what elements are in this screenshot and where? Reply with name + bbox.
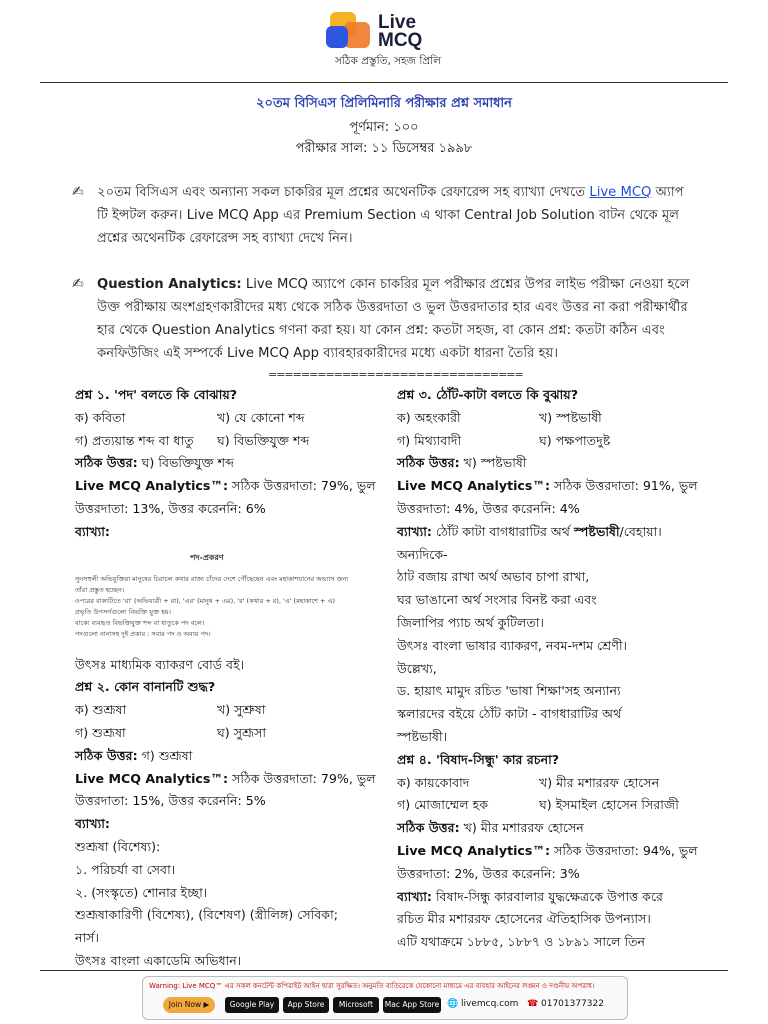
footer-divider (40, 970, 728, 971)
explanation-line: ঠাট বজায় রাখা অর্থ অভাব চাপা রাখা, (397, 569, 590, 585)
question-4-explanation: ব্যাখ্যা: বিষাদ-সিন্ধু কারবালার যুদ্ধক্ষেত্রকে উপাত্ত করে (397, 888, 663, 904)
option-kha: খ) সুশ্রুষা (217, 702, 266, 718)
book-excerpt-line: সুনসহুলী অভিযুক্তিরা মানুষের চিরাচল কথার রাজ্য চাঁদের দেশে পৌঁছেছেন এবং মহাকাশযানের অভ্যাস জন্য (75, 574, 349, 583)
live-mcq-link[interactable]: Live MCQ (589, 185, 652, 200)
explanation-line: ১. পরিচর্যা বা সেবা। (75, 861, 176, 877)
book-excerpt-line: বাক্যে ব্যবহৃত বিভক্তিযুক্ত শব্দ বা ধাতুকে পদ বলে। (75, 618, 205, 627)
intro-paragraph-1: ২০তম বিসিএস এবং অন্যান্য সকল চাকরির মূল প্রশ্নের অথেনটিক রেফারেন্স সহ ব্যাখ্যা দেখতে Live MCQ অ্যাপ টি ইন্সটল করুন। Live MCQ App এর Premium Section এ থাকা Central Job Solution বাটন থেকে মূল প্রশ্নের অথেনটিক রেফারেন্স সহ ব্যাখ্যা দেখে নিন। (97, 185, 684, 246)
explanation-line: অন্যদিকে- (397, 546, 448, 562)
book-excerpt-line: ওপরের বাক্যটিতে 'রা' (অভিযাত্রী + রা), 'এর' (মানুষ + এর), 'র' (কথার + র), 'এ' (মহাকাশে + এ) (75, 596, 336, 605)
question-1-options-row-2 (75, 430, 405, 453)
globe-icon: 🌐 (447, 999, 459, 1009)
exam-date: পরীক্ষার সাল: ১১ ডিসেম্বর ১৯৯৮ (295, 141, 473, 156)
question-1-explanation-label: ব্যাখ্যা: (75, 523, 110, 539)
logo-wordmark: Live MCQ (378, 12, 423, 51)
mac-app-store-badge[interactable]: Mac App Store (383, 997, 441, 1013)
google-play-badge[interactable]: Google Play (225, 997, 279, 1013)
explanation-line: শুশ্রূষা (বিশেষ্য): (75, 838, 161, 854)
question-1-title: প্রশ্ন ১. 'পদ' বলতে কি বোঝায়? (75, 387, 238, 402)
question-3-options-row-1 (397, 407, 727, 430)
book-excerpt-line: তাঁরা প্রস্তুত হচ্ছেন। (75, 585, 125, 594)
question-4-options-row-2 (397, 794, 727, 817)
question-2-explanation-label: ব্যাখ্যা: (75, 816, 110, 832)
intro-paragraph-2: Question Analytics: Live MCQ অ্যাপে কোন চাকরির মূল পরীক্ষার প্রশ্নের উপর লাইভ পরীক্ষা নেওয়া হলে উক্ত পরীক্ষায় অংশগ্রহণকারীদের মধ্য থেকে সঠিক উত্তরদাতা ও ভুল উত্তরদাতার হার এবং উত্তর না করা পরীক্ষার্থীর হার থেকে Question Analytics গণনা করা হয়। যা কোন প্রশ্ন: কতটা সহজ, বা কোন প্রশ্ন: কতটা কঠিন এবং কনফিউজিং এই সম্পর্কে Live MCQ App ব্যাবহারকারীদের মধ্যে একটা ধারনা তৈরি হয়। (97, 277, 690, 361)
option-ga: গ) শুশ্রূষা (75, 724, 126, 740)
app-store-badge[interactable]: App Store (283, 997, 329, 1013)
question-2-analytics-cont: উত্তরদাতা: 15%, উত্তর করেননি: 5% (75, 793, 266, 809)
phone-number[interactable]: 01701377322 (541, 999, 604, 1009)
explanation-line: ঘর ভাঙানো অর্থ সংসার বিনষ্ট করা এবং (397, 592, 597, 608)
explanation-line: রচিত মীর মশাররফ হোসেনের ঐতিহাসিক উপন্যাস। (397, 911, 651, 927)
question-3-explanation: ব্যাখ্যা: ঠোঁট কাটা বাগধারাটির অর্থ স্পষ্টভাষী/বেহায়া। (397, 523, 662, 539)
question-3-analytics: Live MCQ Analytics™: সঠিক উত্তরদাতা: 91%, ভুল (397, 478, 698, 494)
option-ga: গ) মোজাম্মেল হক (397, 797, 489, 813)
option-gha: ঘ) বিভক্তিযুক্ত শব্দ (217, 432, 310, 448)
question-3-analytics-cont: উত্তরদাতা: 4%, উত্তর করেননি: 4% (397, 500, 580, 516)
option-ka: ক) অহংকারী (397, 409, 461, 425)
question-1-analytics-cont: উত্তরদাতা: 13%, উত্তর করেননি: 6% (75, 500, 266, 516)
explanation-line: উল্লেখ্য, (397, 660, 437, 676)
option-ka: ক) শুশ্রূষা (75, 702, 127, 718)
option-gha: ঘ) ইসমাইল হোসেন সিরাজী (539, 797, 679, 813)
question-1-options-row-1 (75, 407, 405, 430)
question-4-analytics-cont: উত্তরদাতা: 2%, উত্তর করেননি: 3% (397, 865, 580, 881)
question-4-answer: সঠিক উত্তর: খ) মীর মশাররফ হোসেন (397, 820, 584, 836)
explanation-line: স্কলারদের বইয়ে ঠোঁট কাটা - বাগধারাটির অর্থ (397, 706, 622, 722)
header-divider (40, 82, 728, 83)
option-gha: ঘ) পক্ষপাতদুষ্ট (539, 432, 611, 448)
question-1-analytics: Live MCQ Analytics™: সঠিক উত্তরদাতা: 79%, ভুল (75, 478, 376, 494)
question-2-analytics: Live MCQ Analytics™: সঠিক উত্তরদাতা: 79%, ভুল (75, 770, 376, 786)
book-excerpt-line: পদগুলো নানাসহ দুই প্রকার : সবার পদ ও অব্যয় পদ। (75, 629, 211, 638)
logo-tagline: সঠিক প্রস্তুতি, সহজ প্রিলি (334, 55, 442, 67)
explanation-line: ২. (সংস্কৃতে) শোনার ইচ্ছা। (75, 884, 208, 900)
option-ga: গ) মিথ্যাবাদী (397, 432, 462, 448)
explanation-line: উৎসঃ বাংলা ভাষার ব্যাকরণ, নবম-দশম শ্রেণী। (397, 637, 628, 653)
explanation-line: ড. হায়াৎ মামুদ রচিত 'ভাষা শিক্ষা'সহ অন্যান্য (397, 683, 621, 699)
explanation-line: স্পষ্টভাষী। (397, 728, 448, 744)
right-column (397, 384, 727, 954)
brand-logo (326, 12, 450, 72)
question-4-analytics: Live MCQ Analytics™: সঠিক উত্তরদাতা: 94%, ভুল (397, 842, 698, 858)
question-2-answer: সঠিক উত্তর: গ) শুশ্রূষা (75, 747, 193, 763)
pen-icon: ✍ (72, 184, 84, 200)
question-4-options-row-1 (397, 772, 727, 795)
option-ga: গ) প্রত্যয়ান্ত শব্দ বা ধাতু (75, 432, 194, 448)
full-marks: পূর্ণমান: ১০০ (349, 120, 419, 135)
question-2-options-row-1 (75, 699, 405, 722)
footer-banner (142, 976, 628, 1020)
question-2-options-row-2 (75, 722, 405, 745)
question-1-source: উৎসঃ মাধ্যমিক ব্যাকরণ বোর্ড বই। (75, 656, 245, 672)
page-title: ২০তম বিসিএস প্রিলিমিনারি পরীক্ষার প্রশ্ন সমাধান (256, 96, 512, 111)
logo-blue-square (326, 26, 348, 48)
explanation-line: এটি যথাক্রমে ১৮৮৫, ১৮৮৭ ও ১৮৯১ সালে তিন (397, 934, 646, 950)
website-link[interactable]: livemcq.com (461, 999, 519, 1009)
explanation-line: উৎসঃ বাংলা একাডেমি অভিধান। (75, 952, 242, 968)
option-kha: খ) স্পষ্টভাষী (539, 409, 602, 425)
question-3-answer: সঠিক উত্তর: খ) স্পষ্টভাষী (397, 455, 527, 471)
question-2-title: প্রশ্ন ২. কোন বানানটি শুদ্ধ? (75, 679, 216, 695)
separator-line: =============================== (268, 368, 523, 381)
option-kha: খ) যে কোনো শব্দ (217, 409, 305, 425)
question-3-title: প্রশ্ন ৩. ঠোঁট-কাটা বলতে কি বুঝায়? (397, 387, 579, 402)
phone-icon: ☎ (527, 999, 539, 1009)
microsoft-store-badge[interactable]: Microsoft (333, 997, 379, 1013)
option-ka: ক) কায়কোবাদ (397, 774, 470, 790)
explanation-line: জিলাপির প্যাচ অর্থ কুটিলতা। (397, 614, 544, 630)
option-kha: খ) মীর মশাররফ হোসেন (539, 774, 660, 790)
option-ka: ক) কবিতা (75, 409, 126, 425)
book-excerpt-title: পদ-প্রকরণ (190, 552, 224, 562)
join-now-button[interactable]: Join Now ▶ (163, 997, 215, 1013)
book-excerpt-image (75, 548, 365, 648)
explanation-line: নার্স। (75, 930, 99, 946)
question-1-answer: সঠিক উত্তর: ঘ) বিভক্তিযুক্ত শব্দ (75, 455, 234, 471)
left-column (75, 384, 405, 973)
question-3-options-row-2 (397, 430, 727, 453)
copyright-warning: Warning: Live MCQ™ এর সকল কনটেন্ট কপিরাইট আইন দ্বারা সুরক্ষিত। অনুমতি ব্যতিরেকে যেকোনো মাধ্যমে এর ব্যবহার আইনের লঙ্ঘন ও দণ্ডনীয় অপরাধ। (149, 982, 595, 990)
explanation-line: শুশ্রূষাকারিণী (বিশেষ্য), (বিশেষণ) (স্ত্রীলিঙ্গ) সেবিকা; (75, 907, 338, 923)
option-gha: ঘ) সুশ্রূসা (217, 724, 267, 740)
pen-icon: ✍ (72, 276, 84, 292)
book-excerpt-line: প্রভৃতি উপসর্গগুলো বিভক্তি যুক্ত হয়। (75, 607, 171, 616)
question-4-title: প্রশ্ন ৪. 'বিষাদ-সিন্ধু' কার রচনা? (397, 751, 560, 767)
